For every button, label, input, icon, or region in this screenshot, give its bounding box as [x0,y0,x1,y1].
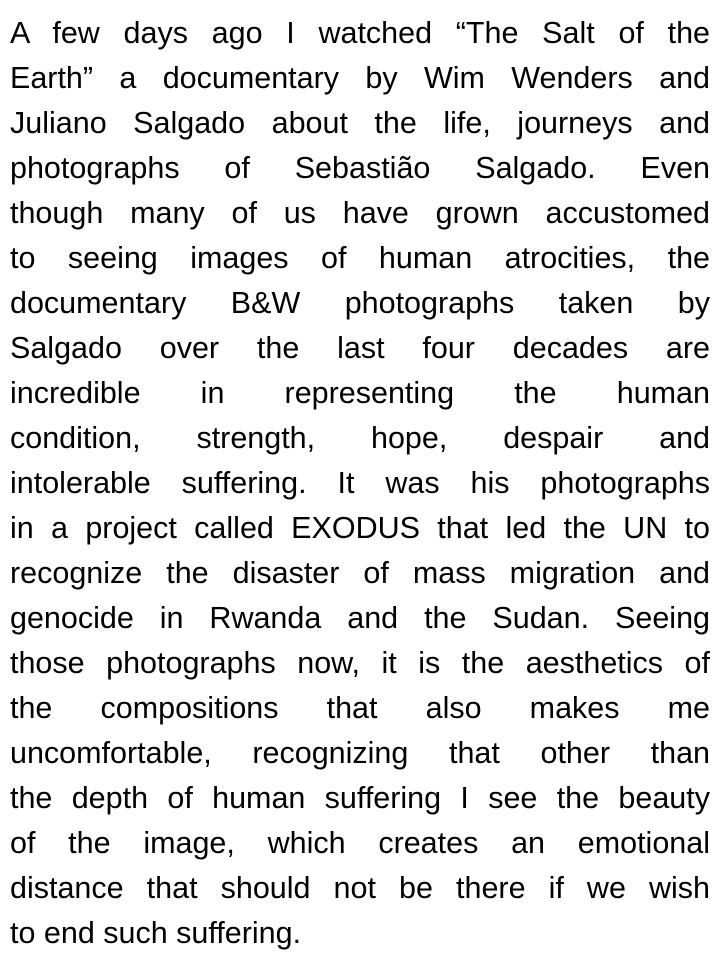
text-line: Salgado over the last four decades are [10,331,710,365]
text-line: incredible in representing the human [10,376,710,410]
text-line: Earth” a documentary by Wim Wenders and [10,61,710,95]
text-line: the compositions that also makes me [10,691,710,725]
text-line: recognize the disaster of mass migration and [10,556,710,590]
text-line: A few days ago I watched “The Salt of the [10,16,710,50]
text-line: those photographs now, it is the aesthetics of [10,646,710,680]
text-line: distance that should not be there if we wish [10,871,710,905]
text-line: genocide in Rwanda and the Sudan. Seeing [10,601,710,635]
text-line: though many of us have grown accustomed [10,196,710,230]
text-line: uncomfortable, recognizing that other than [10,736,710,770]
text-line-last: to end such suffering. [10,916,302,950]
text-line: to seeing images of human atrocities, the [10,241,710,275]
text-line: documentary B&W photographs taken by [10,286,710,320]
text-line: the depth of human suffering I see the beauty [10,781,710,815]
text-line: photographs of Sebastião Salgado. Even [10,151,710,185]
document-body [10,11,710,956]
text-line: intolerable suffering. It was his photographs [10,466,710,500]
text-line: in a project called EXODUS that led the UN to [10,511,710,545]
text-line: Juliano Salgado about the life, journeys and [10,106,710,140]
text-line: condition, strength, hope, despair and [10,421,710,455]
text-line: of the image, which creates an emotional [10,826,710,860]
